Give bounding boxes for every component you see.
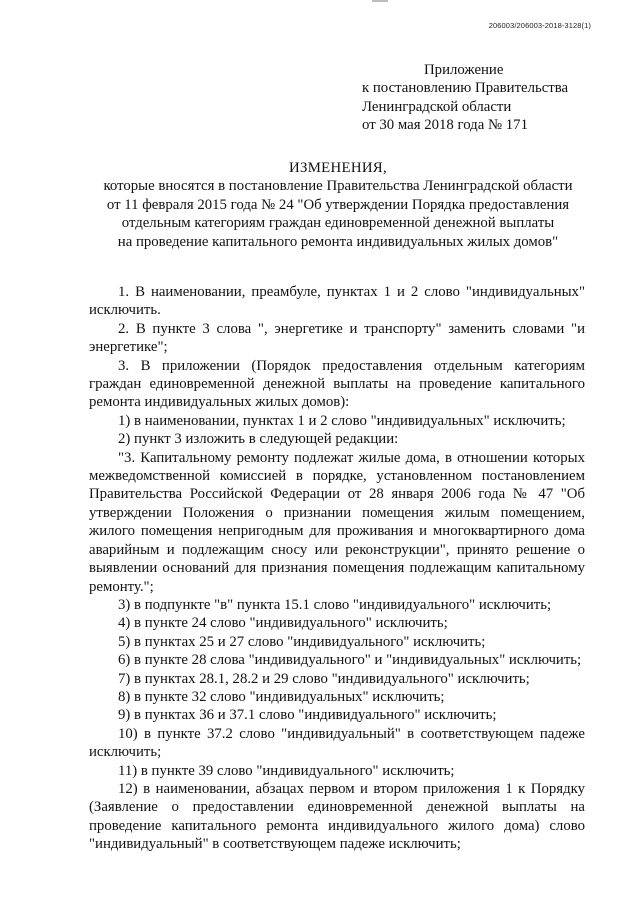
subparagraph-1: 1) в наименовании, пунктах 1 и 2 слово "индивидуальных" исключить; [118,412,566,429]
paragraph-item-3: 3. В приложении (Порядок предоставления отдельным категориям граждан единовременной денежной выплаты на проведение капитального ремонта индивидуальных жилых домов): [89,357,585,411]
subparagraph-8: 8) в пункте 32 слово "индивидуальных" исключить; [118,688,445,705]
scan-top-mark [372,0,388,2]
paragraph-item-1: 1. В наименовании, преамбуле, пунктах 1 и 2 слово "индивидуальных" исключить. [89,284,585,319]
appendix-block [362,61,612,135]
heading-subtitle-line: которые вносятся в постановление Правительства Ленинградской области [103,178,573,195]
subparagraph-3: 3) в подпункте "в" пункта 15.1 слово "индивидуального" исключить; [118,596,552,613]
subparagraph-9: 9) в пунктах 36 и 37.1 слово "индивидуального" исключить; [118,707,497,724]
subparagraph-6: 6) в пункте 28 слова "индивидуального" и "индивидуальных" исключить; [118,652,582,669]
subparagraph-4: 4) в пункте 24 слово "индивидуального" исключить; [118,615,448,632]
heading-subtitle-line: на проведение капитального ремонта индивидуальных жилых домов" [117,233,559,250]
quoted-clause-3: "3. Капитальному ремонту подлежат жилые дома, в отношении которых межведомственной комиссией в порядке, установленном постановлением Правительства Российской Федерации от 28 января 2006 года № 47 "Об утверждении Положения о признании помещения жилым помещением, жилого помещения непригодным для проживания и многоквартирного дома аварийным и подлежащим сносу или реконструкции", принято решение о выявлении оснований для признания помещения подлежащим капитальному ремонту."; [89,449,585,595]
subparagraph-7: 7) в пунктах 28.1, 28.2 и 29 слово "индивидуального" исключить; [118,670,530,687]
subparagraph-12: 12) в наименовании, абзацах первом и втором приложения 1 к Порядку (Заявление о предоставлении единовременной денежной выплаты на проведение капитального ремонта индивидуального жилого дома) слово "индивидуальный" в соответствующем падеже исключить; [89,780,585,853]
subparagraph-2: 2) пункт 3 изложить в следующей редакции: [118,431,399,448]
appendix-line: Ленинградской области [362,98,512,115]
appendix-label: Приложение [424,62,504,78]
document-body [89,283,585,854]
document-number: 206003/206003-2018-3128(1) [488,21,591,30]
document-heading [82,159,594,251]
appendix-line: к постановлению Правительства [362,80,569,97]
heading-subtitle-line: отдельным категориям граждан единовременной денежной выплаты [121,215,555,232]
paragraph-item-2: 2. В пункте 3 слова ", энергетике и транспорту" заменить словами "и энергетике"; [89,320,585,356]
subparagraph-11: 11) в пункте 39 слово "индивидуального" исключить; [118,762,455,779]
subparagraph-5: 5) в пунктах 25 и 27 слово "индивидуального" исключить; [118,633,486,650]
subparagraph-10: 10) в пункте 37.2 слово "индивидуальный" в соответствующем падеже исключить; [89,725,585,761]
heading-subtitle-line: от 11 февраля 2015 года № 24 "Об утверждении Порядка предоставления [106,196,570,213]
heading-title: ИЗМЕНЕНИЯ, [289,160,387,176]
appendix-date: от 30 мая 2018 года № 171 [362,117,528,134]
